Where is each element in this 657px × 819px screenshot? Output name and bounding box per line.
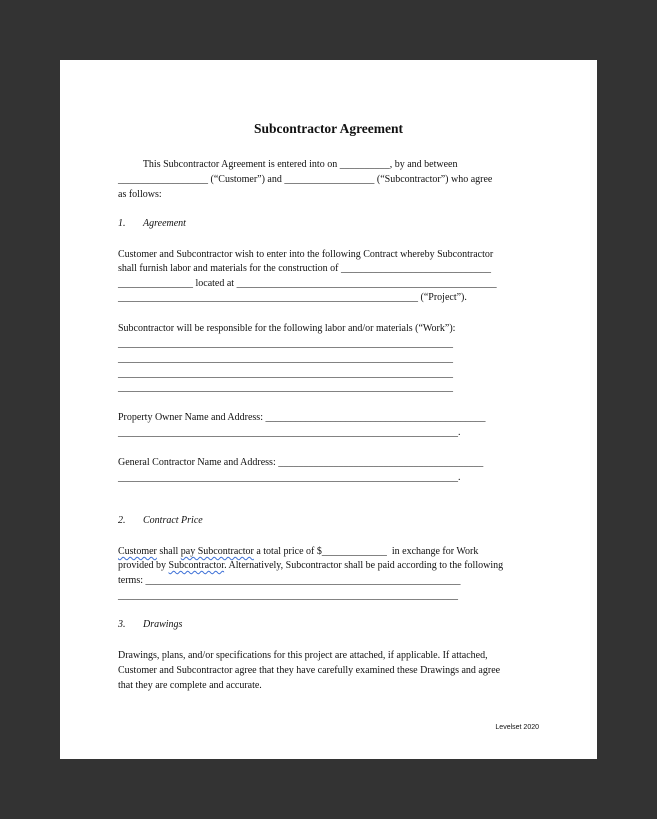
section-2-title: Contract Price [143,515,203,526]
section-2-number: 2. [118,515,126,526]
gc-line-1: General Contractor Name and Address: _________________________________________ [118,457,484,468]
work-line-2: ___________________________________________________________________ [118,353,453,364]
agreement-line-2: shall furnish labor and materials for the construction of ______________________________ [118,263,491,274]
agreement-line-1: Customer and Subcontractor wish to enter into the following Contract whereby Subcontractor [118,249,494,260]
price-text: shall [156,546,181,557]
price-line-4: ____________________________________________________________________ [118,590,458,601]
intro-line-2: __________________ (“Customer”) and __________________ (“Subcontractor”) who agree [118,174,493,185]
work-line-3: ___________________________________________________________________ [118,368,453,379]
section-1-number: 1. [118,218,126,229]
agreement-line-3: _______________ located at ____________________________________________________ [118,278,497,289]
section-1-title: Agreement [143,218,186,229]
intro-line-3: as follows: [118,189,162,200]
owner-line-2: ____________________________________________________________________. [118,427,461,438]
spellcheck-word: Subcontractor [168,560,225,571]
spellcheck-word: Customer [118,546,157,557]
agreement-line-4: ____________________________________________________________ (“Project”). [118,292,467,303]
section-3-heading [118,619,182,630]
price-line-1 [118,545,478,560]
price-line-3: terms: _______________________________________________________________ [118,575,461,586]
document-page [60,60,597,759]
work-line-1: ___________________________________________________________________ [118,338,453,349]
price-line-2 [118,559,503,574]
section-3-number: 3. [118,619,126,630]
owner-line-1: Property Owner Name and Address: ____________________________________________ [118,412,486,423]
gc-line-2: ____________________________________________________________________. [118,472,461,483]
document-title: Subcontractor Agreement [253,121,404,136]
intro-line-1: This Subcontractor Agreement is entered into on __________, by and between [118,159,458,170]
footer-text: Levelset 2020 [495,724,539,731]
section-1-heading [118,218,186,229]
price-text: . Alternatively, Subcontractor shall be paid according to the following [224,560,504,571]
price-text: provided by [118,560,169,571]
section-2-heading [118,515,203,526]
drawings-line-3: that they are complete and accurate. [118,680,262,691]
section-3-title: Drawings [143,619,183,630]
work-line-4: ___________________________________________________________________ [118,382,453,393]
price-text: a total price of $_____________ in exchange for Work [253,546,479,557]
drawings-line-2: Customer and Subcontractor agree that they have carefully examined these Drawings and agree [118,665,501,676]
spellcheck-word: pay Subcontractor [180,546,254,557]
drawings-line-1: Drawings, plans, and/or specifications for this project are attached, if applicable. If attached, [118,650,488,661]
work-intro: Subcontractor will be responsible for the following labor and/or materials (“Work”): [118,323,456,334]
